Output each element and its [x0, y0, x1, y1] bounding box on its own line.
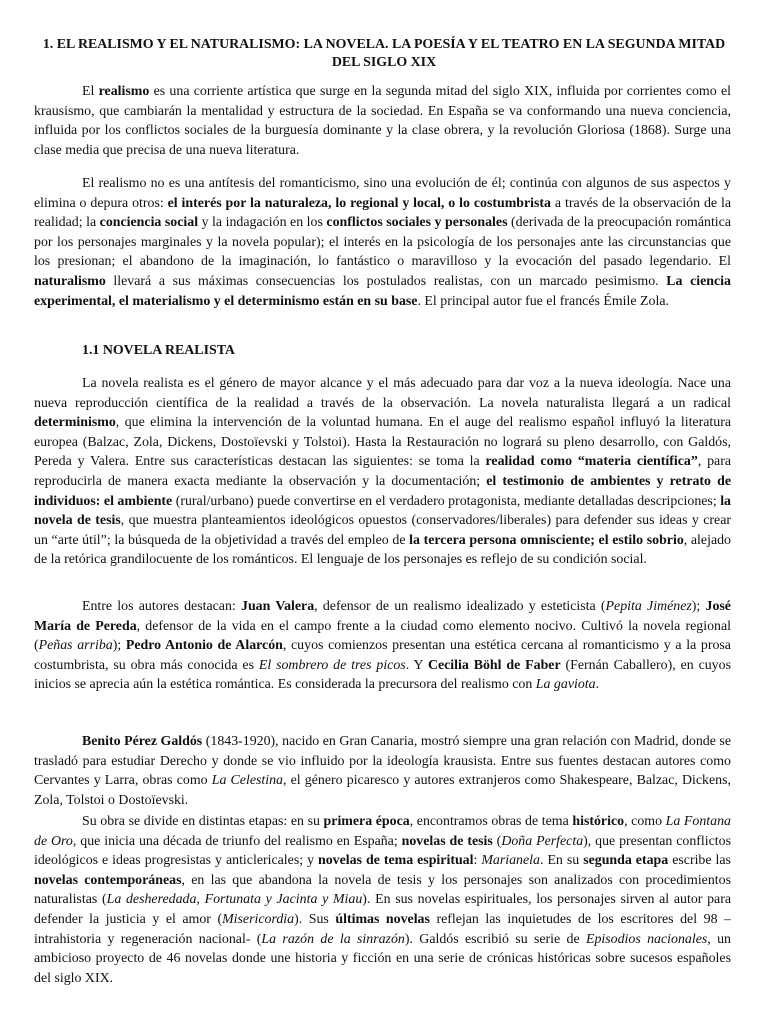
text-run: );	[112, 638, 126, 654]
text-run: , defensor de la vida en el campo frente a la ciudad como elemento nocivo. Cultivó la novela regional (	[34, 618, 731, 654]
text-run: es una corriente artística que surge en la segunda mitad del siglo XIX, influida por corrientes como el krausismo, que cambiarán la mentalidad y estructura de la sociedad. En España se va conformando una nueva conciencia, influida por los conflictos sociales de la burguesía dominante y la clase obrera, y la revolución Gloriosa (1868). Surge una clase media que precisa de una nueva literatura.	[34, 84, 731, 158]
text-run: a través de la observación de la realidad; la	[34, 195, 731, 231]
bold-run: Juan Valera	[241, 599, 315, 614]
bold-run: histórico	[572, 814, 625, 829]
text-run: :	[473, 853, 482, 869]
bold-run: realidad como “materia científica”	[485, 454, 698, 470]
paragraph-realismo-evolucion	[34, 174, 731, 311]
text-run: , alejado de la retórica grandilocuente de los románticos. El lenguaje de los personajes es reflejo de su condición social.	[34, 532, 731, 568]
paragraph-galdos-bio	[34, 732, 731, 810]
italic-run: La desheredada, Fortunata y Jacinta y Miau	[106, 892, 363, 908]
text-run: ). En sus novelas espirituales, los personajes sirven al autor para defender la justicia y el amor (	[34, 892, 731, 927]
text-run: , defensor de un realismo idealizado y esteticista (	[314, 599, 606, 614]
text-run: .	[595, 677, 600, 693]
italic-run: Doña Perfecta	[501, 833, 584, 849]
italic-run: El sombrero de tres picos	[258, 657, 406, 673]
italic-run: Marianela	[481, 853, 540, 869]
bold-run: últimas novelas	[335, 911, 430, 927]
text-run: , que muestra planteamientos ideológicos opuestos (conservadores/liberales) para defender sus ideas y crear un “arte útil”; la búsqueda de la objetividad a través del empleo de	[34, 513, 731, 548]
bold-run: la novela de tesis	[34, 493, 732, 529]
bold-run: conciencia social	[99, 215, 199, 231]
italic-run: Misericordia	[222, 911, 295, 927]
text-run: (Fernán Caballero), en cuyos inicios se aprecia aún la estética romántica. Es considerada la precursora del realismo con	[34, 657, 731, 693]
text-run: . En su	[539, 853, 584, 869]
text-run: escribe las	[668, 853, 731, 869]
text-run: llevará a sus máximas consecuencias los postulados realistas, con un marcado pesimismo.	[105, 273, 667, 289]
text-run: );	[691, 599, 706, 614]
bold-run: el testimonio de ambientes y retrato de individuos: el ambiente	[34, 473, 732, 509]
paragraph-novela-realista	[34, 374, 731, 570]
text-run: . El principal autor fue el francés Émile Zola.	[417, 293, 669, 309]
text-run: , cuyos comienzos presentan una estética cercana al romanticismo y a la prosa costumbrista, su obra más conocida es	[34, 638, 731, 673]
paragraph-realismo-intro	[34, 82, 731, 160]
italic-run: La razón de la sinrazón	[261, 931, 405, 947]
bold-run: la tercera persona omnisciente; el estilo sobrio	[409, 532, 684, 548]
text-run: Entre los autores destacan:	[82, 599, 241, 614]
text-run: Su obra se divide en distintas etapas: en su	[82, 814, 324, 829]
bold-run: novelas de tesis	[401, 833, 493, 849]
italic-run: La Fontana de Oro	[34, 814, 731, 849]
italic-run: Episodios nacionales	[585, 931, 708, 947]
bold-run: novelas contemporáneas	[34, 872, 182, 888]
bold-run: Pedro Antonio de Alarcón	[125, 638, 283, 654]
text-run: , en las que abandona la novela de tesis y los personajes son analizados con procedimientos naturalistas (	[34, 872, 731, 908]
text-run: La novela realista es el género de mayor alcance y el más adecuado para dar voz a la nueva ideología. Nace una nueva reproducción científica de la realidad a través de la observación. La novela naturalista llegará a un radical	[34, 376, 731, 411]
bold-run: La ciencia experimental, el materialismo y el determinismo están en su base	[34, 273, 731, 309]
italic-run: La Celestina	[211, 773, 284, 789]
bold-run: determinismo	[34, 415, 116, 431]
text-run: reflejan las inquietudes de los escritores del 98 –intrahistoria y regeneración nacional- (	[34, 911, 731, 947]
text-run: , que inicia una década de triunfo del realismo en España;	[72, 833, 402, 849]
bold-run: Benito Pérez Galdós	[82, 734, 203, 749]
bold-run: novelas de tema espiritual	[318, 853, 474, 869]
text-run: (derivada de la preocupación romántica por los personajes marginales y la novela popular); el interés en la psicología de los personajes ante las circunstancias que los presionan; el abandono de la imaginación, lo fantástico o maravilloso y la evocación del pasado legendario. El	[34, 215, 731, 270]
text-run: El	[82, 84, 99, 99]
text-run: , el género picaresco y autores extranjeros como Shakespeare, Balzac, Dickens, Zola, Tolstoi o Dostoïevski.	[34, 773, 731, 808]
text-run: (1843-1920), nacido en Gran Canaria, mostró siempre una gran relación con Madrid, donde se trasladó para estudiar Derecho y donde se vio influido por la ideología krausista. Entre sus fuentes destacan autores como Cervantes y Larra, obras como	[34, 734, 731, 789]
bold-run: José María de Pereda	[34, 599, 731, 634]
text-run: , un ambicioso proyecto de 46 novelas donde une historia y ficción en una serie de crónicas históricas sobre sucesos españoles del siglo XIX.	[34, 931, 731, 986]
text-run: ), que presentan conflictos ideológicos e ideas progresistas y anticlericales; y	[34, 833, 732, 869]
document-title: 1. EL REALISMO Y EL NATURALISMO: LA NOVELA. LA POESÍA Y EL TEATRO EN LA SEGUNDA MITAD DEL SIGLO XIX	[42, 37, 726, 70]
text-run: (	[492, 833, 502, 849]
italic-run: Pepita Jiménez	[605, 599, 692, 614]
text-run: , para reproducirla de manera exacta mediante la observación y la documentación;	[34, 454, 731, 489]
paragraph-galdos-obra	[34, 812, 731, 988]
bold-run: el interés por la naturaleza, lo regional y local, o lo costumbrista	[167, 195, 552, 211]
text-run: ). Galdós escribió su serie de	[404, 931, 586, 947]
bold-run: Cecilia Böhl de Faber	[427, 657, 561, 673]
paragraph-autores	[34, 597, 731, 695]
italic-run: La gaviota	[535, 677, 596, 693]
text-run: ). Sus	[294, 911, 336, 927]
text-run: (rural/urbano) puede convertirse en el verdadero protagonista, mediante detalladas descripciones;	[172, 493, 721, 509]
section-heading: 1.1 NOVELA REALISTA	[82, 343, 235, 358]
bold-run: primera época	[323, 814, 410, 829]
bold-run: realismo	[98, 84, 150, 99]
bold-run: segunda etapa	[583, 853, 669, 869]
text-run: , como	[624, 814, 666, 829]
text-run: . Y	[405, 657, 428, 673]
bold-run: conflictos sociales y personales	[326, 215, 508, 231]
italic-run: Peñas arriba	[38, 638, 113, 654]
text-run: , que elimina la intervención de la voluntad humana. En el auge del realismo español influyó la literatura europea (Balzac, Zola, Dickens, Dostoïevski y Tolstoi). Hasta la Restauración no logrará su pleno desarrollo, con Galdós, Pereda y Valera. Entre sus características destacan las siguientes: se toma la	[34, 415, 731, 470]
text-run: y la indagación en los	[198, 215, 327, 231]
bold-run: naturalismo	[34, 273, 106, 289]
text-run: , encontramos obras de tema	[409, 814, 573, 829]
text-run: El realismo no es una antítesis del romanticismo, sino una evolución de él; continúa con algunos de sus aspectos y elimina o depura otros:	[34, 176, 731, 211]
